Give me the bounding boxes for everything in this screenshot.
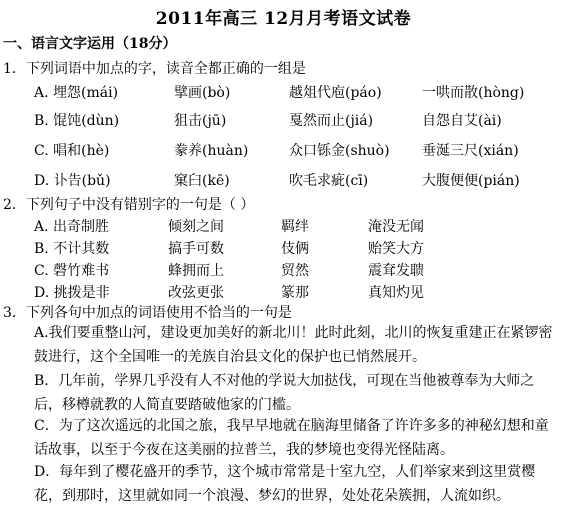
option-c-item-2: 蜂拥而上 (168, 263, 224, 279)
option-a-item-2: 擘画(bò) (174, 85, 231, 101)
question-1-stem: 1．下列词语中加点的字，读音全都正确的一组是 (3, 61, 306, 77)
question-2-option-a (34, 216, 564, 236)
option-c-item-4: 震耷发聩 (368, 263, 424, 279)
option-c-item-3: 贸然 (281, 263, 309, 279)
option-d-item-2: 改弦更张 (168, 285, 224, 301)
option-a-item-3: 羁绊 (281, 219, 309, 235)
option-c-item-1: C. 唱和(hè) (34, 143, 110, 159)
section-heading: 一、语言文字运用（18分） (3, 36, 177, 52)
option-b-item-1: B. 馄饨(dùn) (34, 113, 120, 129)
option-c-item-3: 众口铄金(shuò) (289, 143, 390, 159)
option-b-item-3: 伎俩 (281, 241, 309, 257)
question-3-stem: 3．下列各句中加点的词语使用不恰当的一句是 (3, 305, 292, 321)
option-a-item-2: 倾刻之间 (168, 219, 224, 235)
option-d-item-2: 窠臼(kē) (174, 173, 230, 189)
question-1-option-b (34, 110, 564, 130)
option-d-item-3: 吹毛求疵(cī) (289, 173, 369, 189)
question-1-option-c (34, 140, 564, 160)
question-3-option-c: C．为了这次遥远的北国之旅，我早早地就在脑海里储备了许许多多的神秘幻想和童话故事，以至于今夜在这美丽的拉普兰，我的梦境也变得光怪陆离。 (34, 418, 549, 458)
page-title: 2011年高三 12月月考语文试卷 (155, 9, 412, 29)
question-2-option-c (34, 260, 564, 280)
option-d-item-1: D. 挑拨是非 (34, 285, 110, 301)
option-c-item-4: 垂涎三尺(xián) (422, 143, 519, 159)
question-1-option-d (34, 170, 564, 190)
option-c-item-1: C. 磬竹难书 (34, 263, 110, 279)
option-b-item-4: 自怨自艾(ài) (422, 113, 502, 129)
option-a-item-4: 淹没无闻 (368, 219, 424, 235)
option-b-item-4: 贻笑大方 (368, 241, 424, 257)
question-2-option-d (34, 282, 564, 302)
option-d-item-1: D. 讣告(bǔ) (34, 173, 111, 189)
option-d-item-4: 真知灼见 (368, 285, 424, 301)
question-2-stem: 2．下列句子中没有错别字的一句是（ ） (3, 197, 255, 213)
option-d-item-4: 大腹便便(pián) (422, 173, 520, 189)
question-3-option-d: D．每年到了樱花盛开的季节，这个城市常常是十室九空，人们举家来到这里赏樱花，到那时，这里就如同一个浪漫、梦幻的世界，处处花朵簇拥，人流如织。 (34, 464, 536, 504)
option-d-item-3: 篆那 (281, 285, 309, 301)
question-2-option-b (34, 238, 564, 258)
option-a-item-3: 越俎代庖(páo) (289, 85, 382, 101)
option-a-item-1: A. 出奇制胜 (34, 219, 110, 235)
question-3-option-b: B．几年前，学界几乎没有人不对他的学说大加挞伐，可现在当他被尊奉为大师之后，移樽就教的人简直要踏破他家的门槛。 (34, 373, 535, 413)
option-b-item-3: 戛然而止(jiá) (289, 113, 374, 129)
option-b-item-2: 搞手可数 (168, 241, 224, 257)
option-a-item-4: 一哄而散(hòng) (422, 85, 525, 101)
option-a-item-1: A. 埋怨(mái) (34, 85, 119, 101)
option-c-item-2: 豢养(huàn) (174, 143, 249, 159)
option-b-item-2: 狙击(jū) (174, 113, 227, 129)
question-1-option-a (34, 82, 564, 102)
question-3-option-a: A.我们要重整山河，建设更加美好的新北川！此时此刻，北川的恢复重建正在紧锣密鼓进行，这个全国唯一的羌族自治县文化的保护也已悄然展开。 (34, 325, 553, 365)
option-b-item-1: B. 不计其数 (34, 241, 110, 257)
